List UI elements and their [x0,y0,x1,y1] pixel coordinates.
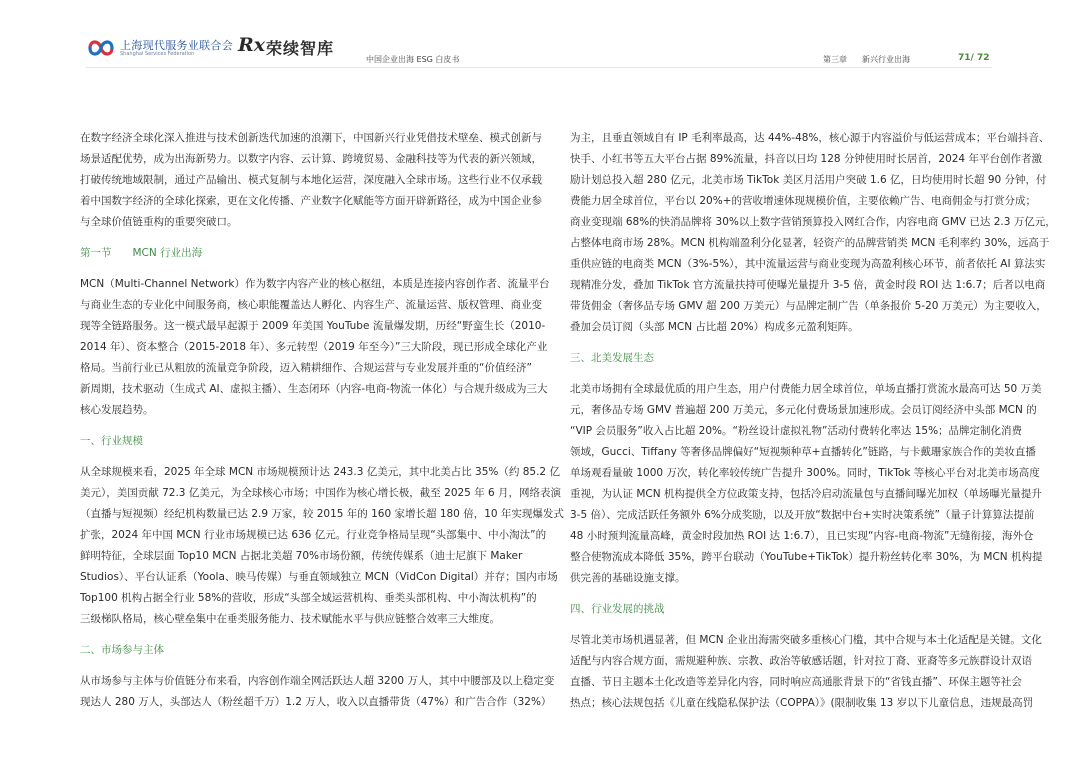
text-line: 格局。当前行业已从粗放的流量竞争阶段，迈入精耕细作、合规运营与专业发展并重的“价值经济” [80,362,532,374]
text-line: 现达人 280 万人，头部达人（粉丝超千万）1.2 万人，收入以直播带货（47%）和广告合作（32%） [80,696,552,708]
text-line: 核心发展趋势。 [80,404,154,416]
chapter-label: 第三章 [823,55,847,64]
text-line: 供完善的基础设施支撑。 [570,572,686,584]
section-heading: 第一节 MCN 行业出海 [80,247,203,259]
shanghai-services-federation-logo [86,34,233,62]
left-column [80,128,564,713]
federation-logo-icon [86,36,116,60]
scale-paragraph [80,462,564,630]
text-line: 与全球价值链重构的重要突破口。 [80,216,238,228]
text-line: “VIP 会员服务”收入占比超 20%。“粉丝设计虚拟礼物”活动付费转化率达 15%；品牌定制化消费 [570,425,1023,437]
section-label: 新兴行业出海 [862,55,910,64]
brand-name: 荣续智库 [266,39,335,58]
text-line: 2014 年）、资本整合（2015-2018 年）、多元转型（2019 年至今）”三大阶段，现已形成全球化产业 [80,341,548,353]
text-line: 3-5 倍）、完成活跃任务额外 6%分成奖励，以及开放“数据中台+实时决策系统”（量子计算算法提前 [570,509,1035,521]
text-line: 元，奢侈品专场 GMV 普遍超 200 万美元，多元化付费场景加速形成。会员订阅经济中头部 MCN 的 [570,404,1037,416]
mcn-paragraph [80,274,550,421]
text-line: Top100 机构占据全行业 58%的营收，形成“头部全域运营机构、垂类头部机构、中小淘汰机构”的 [80,592,537,604]
text-line: 打破传统地域限制，通过产品输出、模式复制与本地化运营，深度融入全球市场。这些行业不仅承载 [80,174,542,186]
text-line: 适配与内容合规方面，需规避种族、宗教、政治等敏感话题，针对拉丁裔、亚裔等多元族群设计双语 [570,655,1032,667]
text-line: 商业变现端 68%的快消品牌将 30%以上数字营销预算投入网红合作，内容电商 GMV 已达 2.3 万亿元， [570,216,1056,228]
text-line: 从市场参与主体与价值链分布来看，内容创作端全网活跃达人超 3200 万人，其中中腰部及以上稳定变 [80,675,555,687]
text-line: 与商业生态的专业化中间服务商，核心职能覆盖达人孵化、内容生产、流量运营、版权管理、商业变 [80,299,542,311]
document-title: 中国企业出海 ESG 白皮书 [366,55,460,64]
header-divider [86,67,992,68]
text-line: 占整体电商市场 28%。MCN 机构端盈利分化显著，轻资产的品牌营销类 MCN 毛利率约 30%，远高于 [570,237,1050,249]
text-line: 为主，且垂直领域自有 IP 毛利率最高，达 44%-48%，核心源于内容溢价与低运营成本；平台端抖音、 [570,132,1050,144]
text-line: 在数字经济全球化深入推进与技术创新迭代加速的浪潮下，中国新兴行业凭借技术壁垒、模式创新与 [80,132,542,144]
continued-paragraph [570,128,1056,338]
text-line: 直播、节日主题本土化改造等差异化内容，同时响应高通胀背景下的“省钱直播”、环保主题等社会 [570,676,1022,688]
text-line: 励计划总投入超 280 亿元，北美市场 TikTok 美区月活用户突破 1.6 亿，日均使用时长超 90 分钟，付 [570,174,1047,186]
text-line: 单场观看量破 1000 万次，转化率较传统广告提升 300%。同时，TikTok 等核心平台对北美市场高度 [570,467,1040,479]
org-name: 上海现代服务业联合会 [120,39,233,52]
text-line: 扩张，2024 年中国 MCN 行业市场规模已达 636 亿元。行业竞争格局呈现“头部集中、中小淘汰”的 [80,529,547,541]
subsection-heading-scale: 一、行业规模 [80,435,143,447]
text-line: 场景适配优势，成为出海新势力。以数字内容、云计算、跨境贸易、金融科技等为代表的新兴领域， [80,153,542,165]
text-line: 整合使物流成本降低 35%，跨平台联动（YouTube+TikTok）提升粉丝转化率 30%，为 MCN 机构提 [570,551,1043,563]
brand-mark: Rx [238,34,266,56]
subsection-heading-challenges: 四、行业发展的挑战 [570,603,665,615]
text-line: 费能力居全球首位，平台以 20%+的营收增速体现规模价值，主要依赖广告、电商佣金与打赏分成； [570,195,1036,207]
challenges-paragraph [570,630,1042,714]
text-line: 快手、小红书等五大平台占据 89%流量，抖音以日均 128 分钟使用时长居首，2024 年平台创作者激 [570,153,1042,165]
text-line: （直播与短视频）经纪机构数量已达 2.9 万家，较 2015 年的 160 家增长超 180 倍，10 年实现爆发式 [80,508,564,520]
text-line: 领域，Gucci、Tiffany 等奢侈品牌偏好“短视频种草+直播转化”链路，与卡戴珊家族合作的美妆直播 [570,446,1036,458]
text-line: 尽管北美市场机遇显著，但 MCN 企业出海需突破多重核心门槛，其中合规与本土化适配是关键。文化 [570,634,1042,646]
text-line: 48 小时预判流量高峰，黄金时段加热 ROI 达 1:6.7），且已实现“内容-电商-物流”无缝衔接，海外仓 [570,530,1034,542]
text-line: 热点；核心法规包括《儿童在线隐私保护法（COPPA）》(限制收集 13 岁以下儿童信息，违规最高罚 [570,697,1034,709]
north-america-paragraph [570,379,1043,589]
text-line: 着中国数字经济的全球化探索，更在文化传播、产业数字化赋能等方面开辟新路径，成为中国企业参 [80,195,542,207]
text-line: Studios）、平台认证系（Yoola、映马传媒）与垂直领域独立 MCN（VidCon Digital）并存；国内市场 [80,571,558,583]
text-line: 鲜明特征，全球层面 Top10 MCN 占据北美超 70%市场份额，传统传媒系（迪士尼旗下 Maker [80,550,523,562]
subsection-heading-north-america: 三、北美发展生态 [570,352,654,364]
text-line: 现等全链路服务。这一模式最早起源于 2009 年美国 YouTube 流量爆发期，历经“野蛮生长（2010- [80,320,546,332]
text-line: 叠加会员订阅（头部 MCN 占比超 20%）构成多元盈利矩阵。 [570,321,859,333]
intro-paragraph [80,128,542,233]
page-header [0,0,1080,80]
text-line: 重供应链的电商类 MCN（3%-5%），其中流量运营与商业变现为高盈利核心环节，前者依托 AI 算法实 [570,258,1046,270]
page-number: 71/ 72 [958,53,990,63]
text-line: MCN（Multi-Channel Network）作为数字内容产业的核心枢纽，本质是连接内容创作者、流量平台 [80,278,550,290]
text-line: 新周期，技术驱动（生成式 AI、虚拟主播）、生态闭环（内容-电商-物流一体化）与合规升级成为三大 [80,383,548,395]
text-line: 美元），美国贡献 72.3 亿美元，为全球核心市场；中国作为核心增长极，截至 2025 年 6 月，网络表演 [80,487,562,499]
text-line: 三级梯队格局，核心壁垒集中在垂类服务能力、技术赋能水平与供应链整合效率三大维度。 [80,613,500,625]
text-line: 重视，为认证 MCN 机构提供全方位政策支持，包括冷启动流量包与直播间曝光加权（单场曝光量提升 [570,488,1042,500]
right-column [570,128,1056,714]
org-name-en: Shanghai Services Federation [120,51,195,57]
text-line: 从全球规模来看，2025 年全球 MCN 市场规模预计达 243.3 亿美元，其中北美占比 35%（约 85.2 亿 [80,466,560,478]
rongxu-think-tank-logo [238,36,358,62]
text-line: 北美市场拥有全球最优质的用户生态，用户付费能力居全球首位，单场直播打赏流水最高可达 50 万美 [570,383,1042,395]
text-line: 现精准分发，叠加 TikTok 官方流量扶持可使曝光量提升 3-5 倍，黄金时段 ROI 达 1:6.7；后者以电商 [570,279,1046,291]
subsection-heading-actors: 二、市场参与主体 [80,644,164,656]
text-line: 带货佣金（奢侈品专场 GMV 超 200 万美元）与品牌定制广告（单条报价 5-20 万美元）为主要收入， [570,300,1047,312]
actors-paragraph [80,671,555,713]
